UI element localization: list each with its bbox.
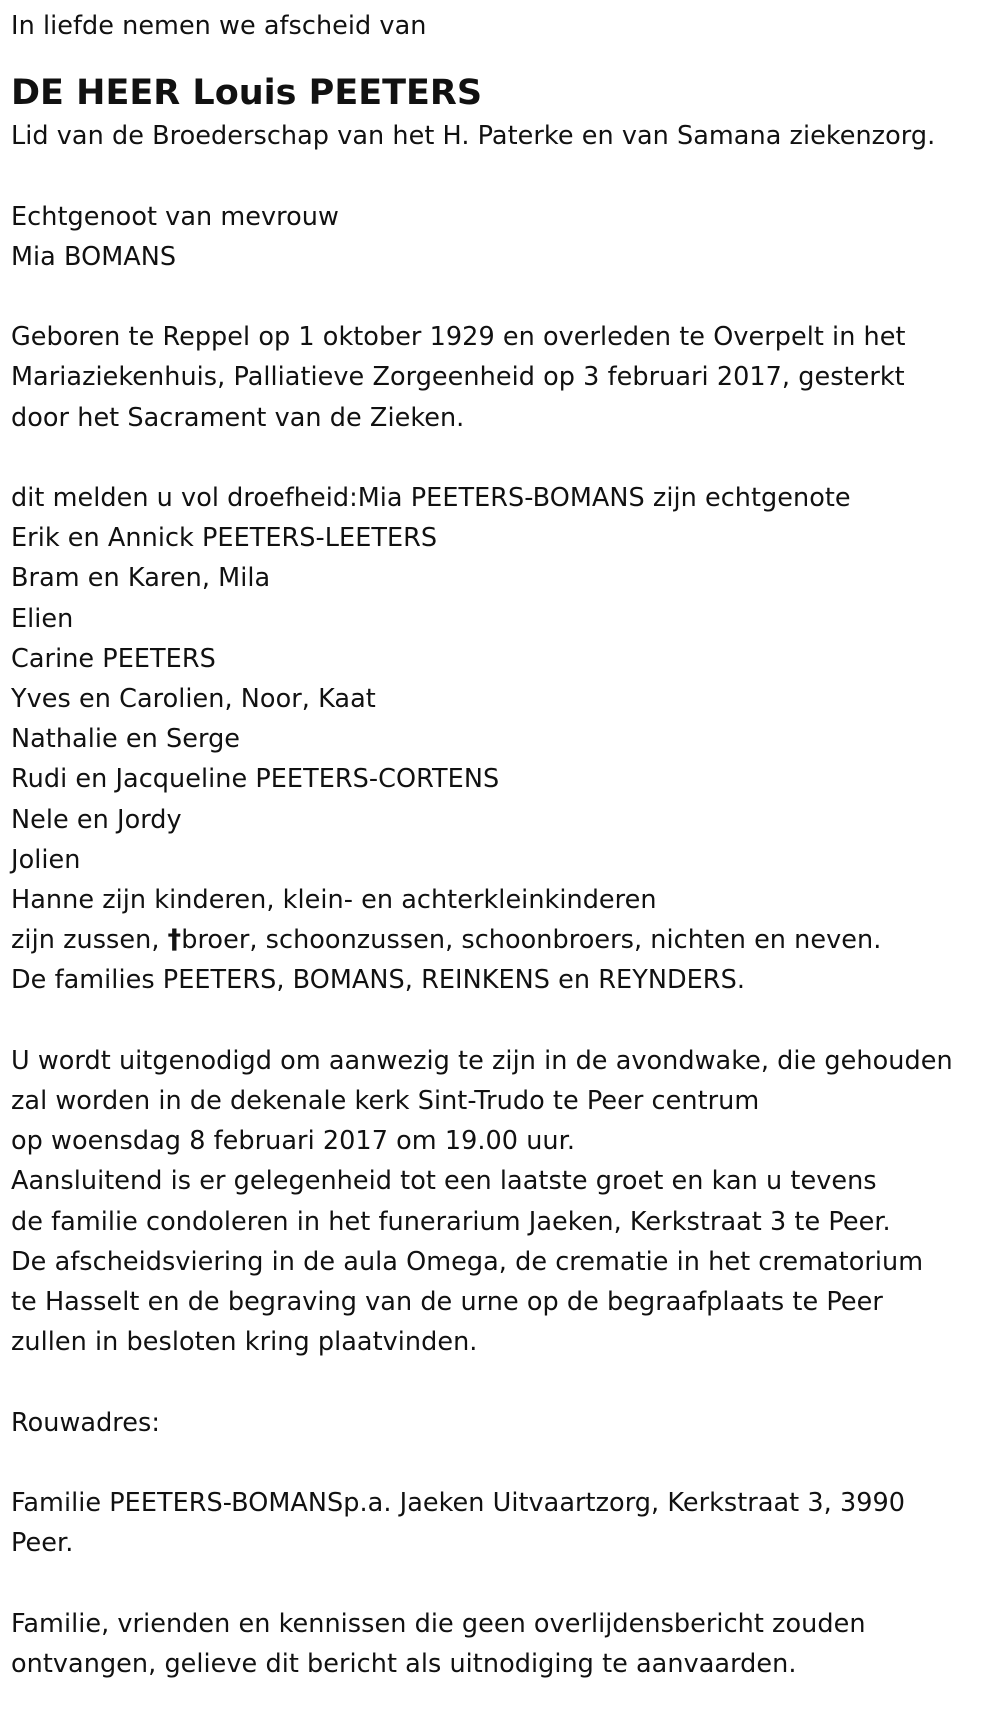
closing-paragraph [11,1604,1000,1684]
spacer [11,1362,1000,1402]
siblings-prefix: zijn zussen, [11,925,168,956]
address-line: Peer. [11,1528,74,1559]
family-line: Nele en Jordy [11,804,182,835]
family-line: Elien [11,603,74,634]
family-line: Hanne zijn kinderen, klein- en achterkleinkinderen [11,885,657,916]
paragraph-line: Aansluitend is er gelegenheid tot een laatste groet en kan u tevens [11,1166,877,1197]
spouse-name: Mia BOMANS [11,241,177,272]
spacer [11,1563,1000,1603]
paragraph-line: te Hasselt en de begraving van de urne op de begraafplaats te Peer [11,1287,883,1318]
spacer [11,1443,1000,1483]
family-line: Rudi en Jacqueline PEETERS-CORTENS [11,764,500,795]
family-line: Erik en Annick PEETERS-LEETERS [11,523,438,554]
paragraph-line: De afscheidsviering in de aula Omega, de crematie in het crematorium [11,1246,924,1277]
family-line: Carine PEETERS [11,643,216,674]
siblings-rest: broer, schoonzussen, schoonbroers, nichten en neven. [181,925,882,956]
spacer [11,438,1000,478]
family-line: dit melden u vol droefheid:Mia PEETERS-BOMANS zijn echtgenote [11,482,851,513]
spacer [11,156,1000,196]
siblings-line [11,920,1000,960]
spouse-label: Echtgenoot van mevrouw [11,201,339,232]
families-line: De families PEETERS, BOMANS, REINKENS en REYNDERS. [11,965,745,996]
cross-icon: † [167,924,182,956]
family-list [11,478,1000,1001]
spacer [11,1001,1000,1041]
family-line: Bram en Karen, Mila [11,563,271,594]
closing-line: ontvangen, gelieve dit bericht als uitnodiging te aanvaarden. [11,1648,797,1679]
paragraph-line: Geboren te Reppel op 1 oktober 1929 en overleden te Overpelt in het [11,322,906,353]
family-line: Yves en Carolien, Noor, Kaat [11,684,376,714]
paragraph-line: Mariaziekenhuis, Palliatieve Zorgeenheid op 3 februari 2017, gesterkt [11,362,905,393]
family-line: Jolien [11,844,81,875]
paragraph-line: de familie condoleren in het funerarium Jaeken, Kerkstraat 3 te Peer. [11,1206,891,1237]
address-paragraph [11,1483,1000,1563]
ceremony-paragraph [11,1041,1000,1363]
address-line: Familie PEETERS-BOMANSp.a. Jaeken Uitvaartzorg, Kerkstraat 3, 3990 [11,1488,906,1519]
paragraph-line: op woensdag 8 februari 2017 om 19.00 uur. [11,1126,575,1157]
intro-text: In liefde nemen we afscheid van [11,11,427,41]
paragraph-line: zullen in besloten kring plaatvinden. [11,1327,478,1358]
family-line: Nathalie en Serge [11,724,241,755]
address-label: Rouwadres: [11,1407,160,1438]
paragraph-line: zal worden in de dekenale kerk Sint-Trudo te Peer centrum [11,1086,760,1117]
membership-text: Lid van de Broederschap van het H. Paterke en van Samana ziekenzorg. [11,121,936,152]
paragraph-line: U wordt uitgenodigd om aanwezig te zijn in de avondwake, die gehouden [11,1045,953,1076]
birth-death-paragraph [11,317,1000,438]
paragraph-line: door het Sacrament van de Zieken. [11,402,465,433]
spacer [11,277,1000,317]
deceased-name: DE HEER Louis PEETERS [11,73,483,114]
closing-line: Familie, vrienden en kennissen die geen overlijdensbericht zouden [11,1608,866,1639]
